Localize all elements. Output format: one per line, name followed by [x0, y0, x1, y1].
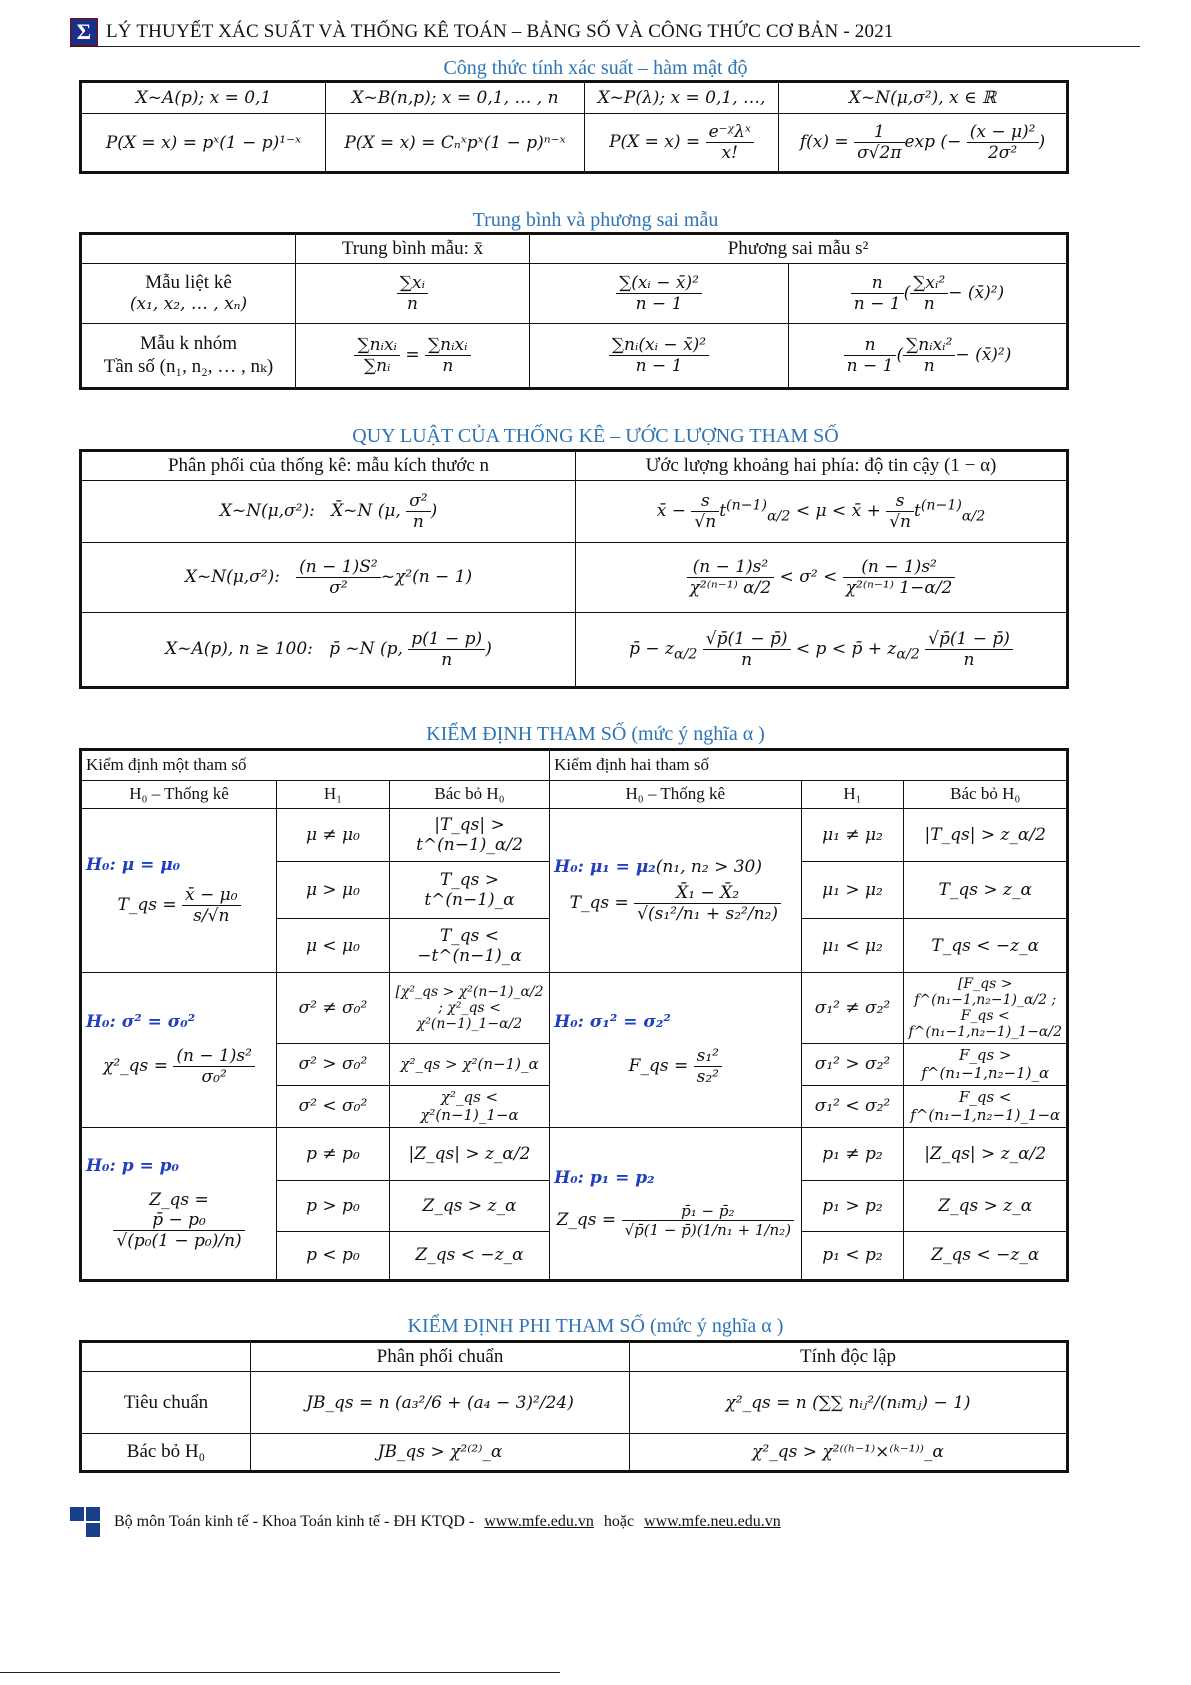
statistics-estimation-table: [79, 449, 1069, 689]
ci-mean-t: t: [719, 501, 727, 521]
page-footer: [70, 1505, 1070, 1539]
prop-stat-num: p̄ − p₀: [113, 1210, 244, 1231]
grouped-var-den: n − 1: [635, 355, 683, 376]
header-independence: Tính độc lập: [630, 1342, 1068, 1372]
grouped-values: Tần số (n₁, n₂, … , nₖ): [103, 355, 274, 377]
poisson-num: e⁻ᵡλˣ: [706, 122, 754, 143]
mean2-h1-gt: μ₁ > μ₂: [801, 862, 904, 919]
grouped-var2-tail: − (x̄)²): [955, 344, 1012, 365]
header-sample-variance: Phương sai mẫu s²: [530, 234, 1068, 264]
probability-table: [79, 80, 1069, 174]
grouped-var2-pre-num: n: [844, 335, 897, 356]
ci-var-den2: χ²⁽ⁿ⁻¹⁾ 1−α/2: [845, 578, 953, 598]
normal-num: 1: [854, 122, 904, 143]
footer-link-neu[interactable]: www.mfe.neu.edu.vn: [644, 1513, 781, 1530]
formula-poisson: [585, 114, 779, 173]
ci-mean-sub2: α/2: [961, 508, 986, 525]
sub-h0-one: H₀ – Thống kê: [81, 780, 277, 809]
normal-close: ): [1038, 132, 1046, 152]
listed-var-num: ∑(xᵢ − x̄)²: [616, 273, 702, 294]
ci-var: [576, 543, 1068, 613]
mean2-rej-lt: T_qs < −z_α: [904, 919, 1068, 972]
empty-corner: [81, 234, 296, 264]
ci-mean-sup: (n−1): [726, 497, 768, 514]
var2-h1-lt: σ₁² < σ₂²: [801, 1085, 904, 1127]
ci-prop-sub: α/2: [674, 646, 698, 663]
stat-mean-dist-b: X̄~N (μ,: [331, 501, 401, 521]
listed-values: (x₁, x₂, … , xₙ): [129, 294, 248, 315]
section-title-mean: Trung bình và phương sai mẫu: [472, 209, 719, 231]
sub-rej-two: Bác bỏ H₀: [904, 780, 1068, 809]
stat-prop-dist-den: n: [441, 650, 453, 670]
grouped-mean-den2: n: [442, 355, 454, 376]
ci-prop-sub2: α/2: [896, 646, 920, 663]
sub-h1-one: H₁: [277, 780, 390, 809]
row-listed-sample: [81, 264, 296, 324]
grouped-var-alt: $\frac{n}{n - 1}$ ( $\frac{\text{∑nᵢxᵢ²}}{n}$ − (x̄)²): [789, 323, 1068, 388]
grouped-var2-den: n: [923, 355, 935, 376]
grouped-var2-num: ∑nᵢxᵢ²: [903, 335, 955, 356]
header-stat-distribution: Phân phối của thống kê: mẫu kích thước n: [81, 451, 576, 481]
poisson-lhs: P(X = x) =: [609, 132, 701, 152]
mean-rej-neq: |T_qs| > t^(n−1)_α/2: [389, 809, 549, 862]
stat-prop-dist-num: p(1 − p): [408, 629, 485, 650]
footer-or: hoặc: [603, 1513, 635, 1530]
mean-test-h0: [81, 809, 277, 972]
header-normal: X~N(μ,σ²), x ∈ ℝ: [779, 82, 1068, 114]
var-stat-den: σ₀²: [201, 1067, 227, 1088]
ci-prop-a: p̄ − z: [629, 639, 675, 659]
ci-mean-den: √n: [694, 512, 717, 532]
stat-mean-dist-a: X~N(μ,σ²):: [219, 501, 315, 521]
ci-mean: [576, 481, 1068, 543]
ci-var-num1: (n − 1)s²: [687, 557, 775, 578]
var-rej-gt: χ²_qs > χ²(n−1)_α: [389, 1044, 549, 1086]
prop-h1-lt: p < p₀: [277, 1231, 390, 1280]
mean-h0-label: H₀: μ = μ₀: [86, 854, 181, 875]
var2-stat-num: s₁²: [694, 1046, 722, 1067]
grouped-mean-num2: ∑nᵢxᵢ: [425, 335, 471, 356]
normal-den2: 2σ²: [987, 143, 1018, 163]
normal-num2: (x − μ)²: [967, 122, 1039, 143]
formula-bernoulli: P(X = x) = pˣ(1 − p)¹⁻ˣ: [81, 114, 326, 173]
var-rej-neq: [χ²_qs > χ²(n−1)_α/2 ; χ²_qs < χ²(n−1)_1−α/2: [389, 972, 549, 1043]
sub-rej-one: Bác bỏ H₀: [389, 780, 549, 809]
prop2-rej-neq: |Z_qs| > z_α/2: [904, 1127, 1068, 1180]
ci-prop: [576, 613, 1068, 688]
listed-var-den: n − 1: [635, 293, 683, 314]
header-bernoulli: X~A(p); x = 0,1: [81, 82, 326, 114]
normal-exp: exp (−: [904, 132, 962, 152]
grouped-mean: [296, 323, 530, 388]
mean2-h1-lt: μ₁ < μ₂: [801, 919, 904, 972]
stat-var-dist-den: σ²: [329, 578, 348, 598]
prop-test-h0: [81, 1127, 277, 1280]
stat-mean-dist: [81, 481, 576, 543]
prop2-h0-label: H₀: p₁ = p₂: [554, 1167, 655, 1188]
mean-h1-neq: μ ≠ μ₀: [277, 809, 390, 862]
prop2-rej-lt: Z_qs < −z_α: [904, 1231, 1068, 1280]
prop2-rej-gt: Z_qs > z_α: [904, 1180, 1068, 1231]
listed-var2-pre-den: n − 1: [853, 293, 901, 314]
prop2-stat-num: p̄₁ − p̄₂: [622, 1202, 794, 1221]
prop-rej-neq: |Z_qs| > z_α/2: [389, 1127, 549, 1180]
var-h1-lt: σ² < σ₀²: [277, 1085, 390, 1127]
var-stat-lhs: χ²_qs =: [103, 1056, 168, 1077]
section-title-probability: Công thức tính xác suất – hàm mật độ: [443, 57, 748, 79]
ci-mean-num: s: [691, 491, 719, 512]
grouped-label: Mẫu k nhóm: [139, 332, 238, 354]
ci-prop-num: √p̄(1 − p̄): [703, 629, 791, 650]
section-title-stats: QUY LUẬT CỦA THỐNG KÊ – ƯỚC LƯỢNG THAM SỐ: [352, 425, 839, 447]
var-h1-neq: σ² ≠ σ₀²: [277, 972, 390, 1043]
prop-rej-lt: Z_qs < −z_α: [389, 1231, 549, 1280]
listed-mean: [296, 264, 530, 324]
header-one-param: Kiểm định một tham số: [81, 750, 550, 781]
ci-mean-sup2: (n−1): [920, 497, 962, 514]
poisson-den: x!: [721, 143, 738, 163]
mean2-stat-num: X̄₁ − X̄₂: [634, 883, 781, 904]
ci-mean-sub: α/2: [767, 508, 791, 525]
footer-link-mfe[interactable]: www.mfe.edu.vn: [484, 1513, 594, 1530]
header-interval-estimate: Ước lượng khoảng hai phía: độ tin cậy (1 − α): [576, 451, 1068, 481]
row-criterion-label: Tiêu chuẩn: [81, 1372, 251, 1434]
ci-var-den1: χ²⁽ⁿ⁻¹⁾ α/2: [689, 578, 772, 598]
var2-rej-neq: [F_qs > f^(n₁−1,n₂−1)_α/2 ; F_qs < f^(n₁−1,n₂−1)_1−α/2: [904, 972, 1068, 1043]
var2-h1-gt: σ₁² > σ₂²: [801, 1044, 904, 1086]
mean2-rej-gt: T_qs > z_α: [904, 862, 1068, 919]
prop2-h1-lt: p₁ < p₂: [801, 1231, 904, 1280]
normal-den: σ√2π: [857, 143, 902, 163]
var2-stat-lhs: F_qs =: [628, 1056, 689, 1077]
ci-prop-mid: < p < p̄ + z: [795, 639, 897, 659]
parametric-test-table: [79, 748, 1069, 1282]
ci-mean-den2: √n: [889, 512, 911, 532]
var2-h0-label: H₀: σ₁² = σ₂²: [554, 1012, 671, 1033]
sigma-logo-icon: Σ: [70, 18, 98, 46]
mfe-logo-icon: [70, 1505, 104, 1539]
stat-var-dist-num: (n − 1)S²: [296, 557, 381, 578]
listed-var2-num: ∑xᵢ²: [910, 273, 948, 294]
grouped-var: [530, 323, 789, 388]
mean2-h0-label: H₀: μ₁ = μ₂: [554, 856, 656, 877]
prop-rej-gt: Z_qs > z_α: [389, 1180, 549, 1231]
formula-normal: [779, 114, 1068, 173]
mean-stat-num: x̄ − μ₀: [182, 885, 241, 906]
header-two-param: Kiểm định hai tham số: [550, 750, 1068, 781]
jb-statistic: JB_qs = n (a₃²/6 + (a₄ − 3)²/24): [251, 1372, 630, 1434]
listed-var2-pre-num: n: [851, 273, 904, 294]
var2-rej-lt: F_qs < f^(n₁−1,n₂−1)_1−α: [904, 1085, 1068, 1127]
var2-test-h0: [550, 972, 801, 1127]
mean-h1-gt: μ > μ₀: [277, 862, 390, 919]
var2-stat-den: s₂²: [696, 1067, 719, 1088]
prop-h1-gt: p > p₀: [277, 1180, 390, 1231]
stat-var-dist-b: ~χ²(n − 1): [380, 567, 473, 587]
stat-mean-dist-num: σ²: [406, 491, 430, 512]
chi2-reject: χ²_qs > χ²⁽⁽ʰ⁻¹⁾×⁽ᵏ⁻¹⁾⁾_α: [630, 1434, 1068, 1472]
footer-text: Bộ môn Toán kinh tế - Khoa Toán kinh tế - ĐH KTQD -: [114, 1513, 475, 1530]
ci-mean-t2: t: [914, 501, 921, 521]
prop2-h1-neq: p₁ ≠ p₂: [801, 1127, 904, 1180]
row-grouped-sample: [81, 323, 296, 388]
header-poisson: X~P(λ); x = 0,1, …,: [585, 82, 779, 114]
mean2-test-h0: [550, 809, 801, 972]
listed-mean-num: ∑xᵢ: [397, 273, 428, 294]
var-rej-lt: χ²_qs < χ²(n−1)_1−α: [389, 1085, 549, 1127]
page-header: [70, 18, 1140, 47]
mean-rej-lt: T_qs < −t^(n−1)_α: [389, 919, 549, 972]
jb-reject: JB_qs > χ²⁽²⁾_α: [251, 1434, 630, 1472]
header-sample-mean: Trung bình mẫu: x̄: [296, 234, 530, 264]
sub-h1-two: H₁: [801, 780, 904, 809]
header-normality: Phân phối chuẩn: [251, 1342, 630, 1372]
empty-corner-2: [81, 1342, 251, 1372]
var-h1-gt: σ² > σ₀²: [277, 1044, 390, 1086]
var2-rej-gt: F_qs > f^(n₁−1,n₂−1)_α: [904, 1044, 1068, 1086]
ci-var-num2: (n − 1)s²: [843, 557, 956, 578]
stat-prop-dist-a: X~A(p), n ≥ 100:: [165, 639, 313, 659]
stat-prop-dist: [81, 613, 576, 688]
stat-var-dist-a: X~N(μ,σ²):: [184, 567, 280, 587]
ci-prop-den2: n: [963, 650, 975, 670]
listed-label: Mẫu liệt kê: [145, 272, 232, 294]
var-h0-label: H₀: σ² = σ₀²: [86, 1012, 196, 1033]
ci-mean-num2: s: [886, 491, 914, 512]
stat-var-dist: [81, 543, 576, 613]
var-test-h0: [81, 972, 277, 1127]
stat-prop-dist-b: p̄ ~N (p,: [329, 639, 403, 659]
nonparametric-test-table: [79, 1340, 1069, 1473]
prop2-test-h0: [550, 1127, 801, 1280]
stat-mean-dist-c: ): [430, 501, 438, 521]
prop-h0-label: H₀: p = p₀: [86, 1155, 180, 1176]
bottom-divider: [0, 1672, 560, 1673]
grouped-mean-eq: =: [405, 344, 420, 365]
ci-mean-c: < μ < x̄ +: [795, 501, 881, 521]
normal-lhs: f(x) =: [799, 132, 849, 152]
ci-prop-num2: √p̄(1 − p̄): [925, 629, 1013, 650]
formula-binomial: P(X = x) = Cₙˣpˣ(1 − p)ⁿ⁻ˣ: [326, 114, 585, 173]
header-title: LÝ THUYẾT XÁC SUẤT VÀ THỐNG KÊ TOÁN – BẢNG SỐ VÀ CÔNG THỨC CƠ BẢN - 2021: [106, 21, 894, 42]
header-binomial: X~B(n,p); x = 0,1, … , n: [326, 82, 585, 114]
grouped-mean-num1: ∑nᵢxᵢ: [354, 335, 400, 356]
listed-var: [530, 264, 789, 324]
stat-mean-dist-den: n: [412, 512, 424, 532]
ci-var-mid: < σ² <: [779, 567, 838, 587]
mean2-rej-neq: |T_qs| > z_α/2: [904, 809, 1068, 862]
mean2-cond: (n₁, n₂ > 30): [655, 856, 763, 877]
stat-prop-dist-c: ): [485, 639, 492, 659]
prop-h1-neq: p ≠ p₀: [277, 1127, 390, 1180]
section-title-param-test: KIỂM ĐỊNH THAM SỐ (mức ý nghĩa α ): [426, 723, 765, 745]
var2-h1-neq: σ₁² ≠ σ₂²: [801, 972, 904, 1043]
mean2-stat-den: √(s₁²/n₁ + s₂²/n₂): [637, 903, 778, 924]
prop2-stat-lhs: Z_qs =: [556, 1209, 617, 1230]
listed-mean-den: n: [407, 293, 418, 314]
prop2-stat-den: √p̄(1 − p̄)(1/n₁ + 1/n₂): [624, 1220, 792, 1239]
mean2-stat-lhs: T_qs =: [569, 892, 629, 913]
listed-var2-tail: − (x̄)²): [948, 282, 1005, 303]
prop2-h1-gt: p₁ > p₂: [801, 1180, 904, 1231]
mean-variance-table: [79, 232, 1069, 390]
mean2-h1-neq: μ₁ ≠ μ₂: [801, 809, 904, 862]
sub-h0-two: H₀ – Thống kê: [550, 780, 801, 809]
ci-mean-a: x̄ −: [656, 501, 687, 521]
prop-stat-den: √(p₀(1 − p₀)/n): [116, 1230, 242, 1251]
mean-stat-den: s/√n: [193, 905, 230, 926]
var-stat-num: (n − 1)s²: [173, 1046, 255, 1067]
mean-h1-lt: μ < μ₀: [277, 919, 390, 972]
mean-rej-gt: T_qs > t^(n−1)_α: [389, 862, 549, 919]
listed-var2-den: n: [923, 293, 935, 314]
grouped-mean-den1: ∑nᵢ: [363, 355, 391, 376]
section-title-nonparam: KIỂM ĐỊNH PHI THAM SỐ (mức ý nghĩa α ): [407, 1315, 784, 1337]
listed-var-alt: $\frac{n}{n - 1}$ ( $\frac{\text{∑xᵢ²}}{n}$ − (x̄)²): [789, 264, 1068, 324]
row-reject-label: Bác bỏ H₀: [81, 1434, 251, 1472]
grouped-var2-pre-den: n − 1: [846, 355, 894, 376]
mean-stat-lhs: T_qs =: [117, 894, 177, 915]
grouped-var-num: ∑nᵢ(xᵢ − x̄)²: [609, 335, 709, 356]
prop-stat-lhs: Z_qs =: [149, 1189, 209, 1210]
chi2-independence-statistic: χ²_qs = n (∑∑ nᵢⱼ²/(nᵢmⱼ) − 1): [630, 1372, 1068, 1434]
ci-prop-den: n: [741, 650, 753, 670]
